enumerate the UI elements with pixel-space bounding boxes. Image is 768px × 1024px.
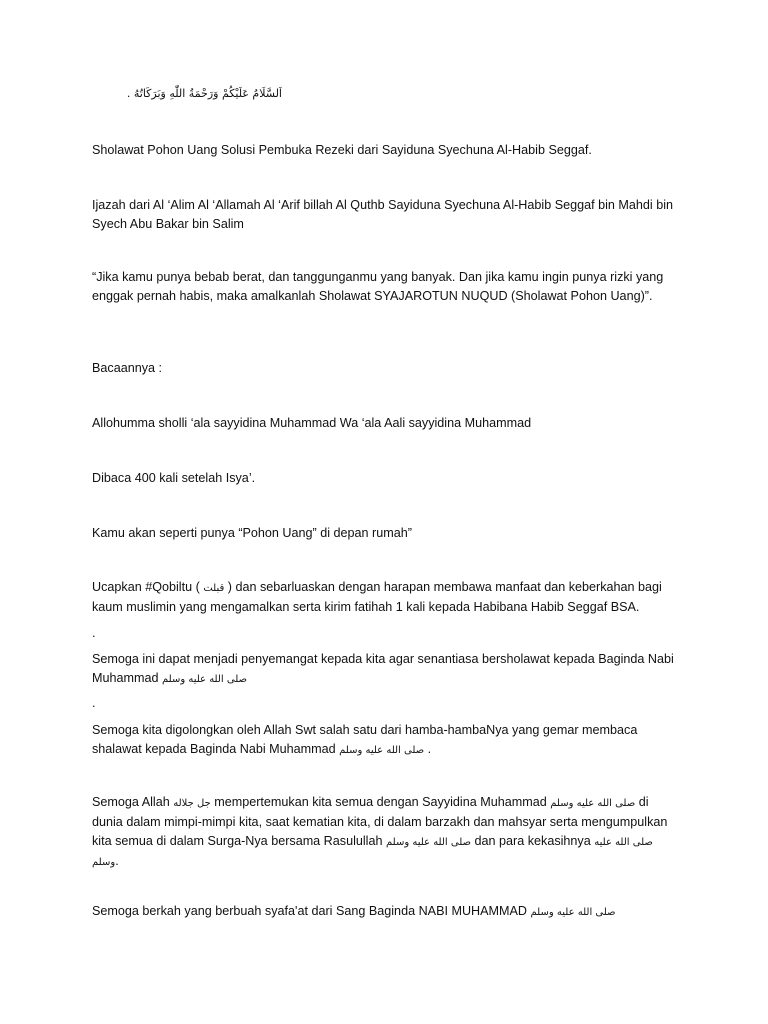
ucapkan-text-1: Ucapkan #Qobiltu ( (92, 580, 204, 594)
pohon-uang-paragraph: Kamu akan seperti punya “Pohon Uang” di depan rumah” (92, 526, 412, 540)
semoga-paragraph-4 (92, 902, 682, 922)
semoga-3-text-4: dan para kekasihnya (471, 834, 595, 848)
semoga-2-text: Semoga kita digolongkan oleh Allah Swt salah satu dari hamba-hambaNya yang gemar membaca shalawat kepada Baginda Nabi Muhammad (92, 723, 638, 756)
document-title: Sholawat Pohon Uang Solusi Pembuka Rezeki dari Sayiduna Syechuna Al-Habib Seggaf. (92, 143, 592, 157)
semoga-paragraph-2 (92, 721, 682, 760)
separator-dot: . (92, 696, 96, 710)
ucapkan-paragraph (92, 578, 682, 617)
jalla-jalaluh-arabic: جل جلاله (173, 798, 211, 809)
salawat-arabic: صلى الله عليه وسلم (162, 674, 247, 685)
semoga-1-text: Semoga ini dapat menjadi penyemangat kepada kita agar senantiasa bersholawat kepada Baginda Nabi Muhammad (92, 652, 674, 685)
salawat-arabic: صلى الله عليه وسلم (386, 837, 471, 848)
semoga-3-text-3: di dunia dalam mimpi-mimpi kita, saat kematian kita, di dalam barzakh dan mahsyar serta mengumpulkan kita semua di dalam Surga-Nya bersama Rasulullah (92, 795, 668, 848)
salawat-arabic: صلى الله عليه وسلم (550, 798, 636, 809)
dibaca-paragraph: Dibaca 400 kali setelah Isya’. (92, 471, 256, 485)
semoga-paragraph-1 (92, 650, 682, 689)
bacaan-label: Bacaannya : (92, 361, 163, 375)
semoga-2-end: . (424, 742, 432, 756)
salawat-arabic: صلى الله عليه وسلم (339, 745, 425, 756)
salawat-arabic: صلى الله عليه وسلم (92, 837, 653, 868)
quote-paragraph: “Jika kamu punya bebab berat, dan tanggunganmu yang banyak. Dan jika kamu ingin punya rizki yang enggak pernah habis, maka amalkanlah Sholawat SYAJAROTUN NUQUD (Sholawat Pohon Uang)”. (92, 270, 664, 303)
ijazah-paragraph: Ijazah dari Al ‘Alim Al ‘Allamah Al ‘Arif billah Al Quthb Sayiduna Syechuna Al-Habib Seggaf bin Mahdi bin Syech Abu Bakar bin Salim (92, 198, 674, 231)
salawat-arabic: صلى الله عليه وسلم (530, 907, 616, 918)
ucapkan-text-2: ) dan sebarluaskan dengan harapan membawa manfaat dan keberkahan bagi kaum muslimin yang mengamalkan serta kirim fatihah 1 kali kepada Habibana Habib Seggaf BSA. (92, 580, 662, 614)
ucapkan-arabic: قبلت (203, 583, 225, 594)
semoga-3-text-2: mempertemukan kita semua dengan Sayyidina Muhammad (210, 795, 551, 809)
semoga-3-text-1: Semoga Allah (92, 795, 174, 809)
semoga-4-text: Semoga berkah yang berbuah syafa'at dari Sang Baginda NABI MUHAMMAD (92, 904, 531, 918)
bacaan-text: Allohumma sholli ‘ala sayyidina Muhammad Wa ‘ala Aali sayyidina Muhammad (92, 416, 532, 430)
semoga-3-text-5: . (115, 854, 119, 868)
separator-dot: . (92, 626, 96, 640)
semoga-paragraph-3 (92, 793, 682, 872)
arabic-greeting: اَلسَّلَامُ عَلَيْكُمْ وَرَحْمَةُ اللّٰهِ وَبَرَكَاتُهُ . (126, 87, 282, 100)
